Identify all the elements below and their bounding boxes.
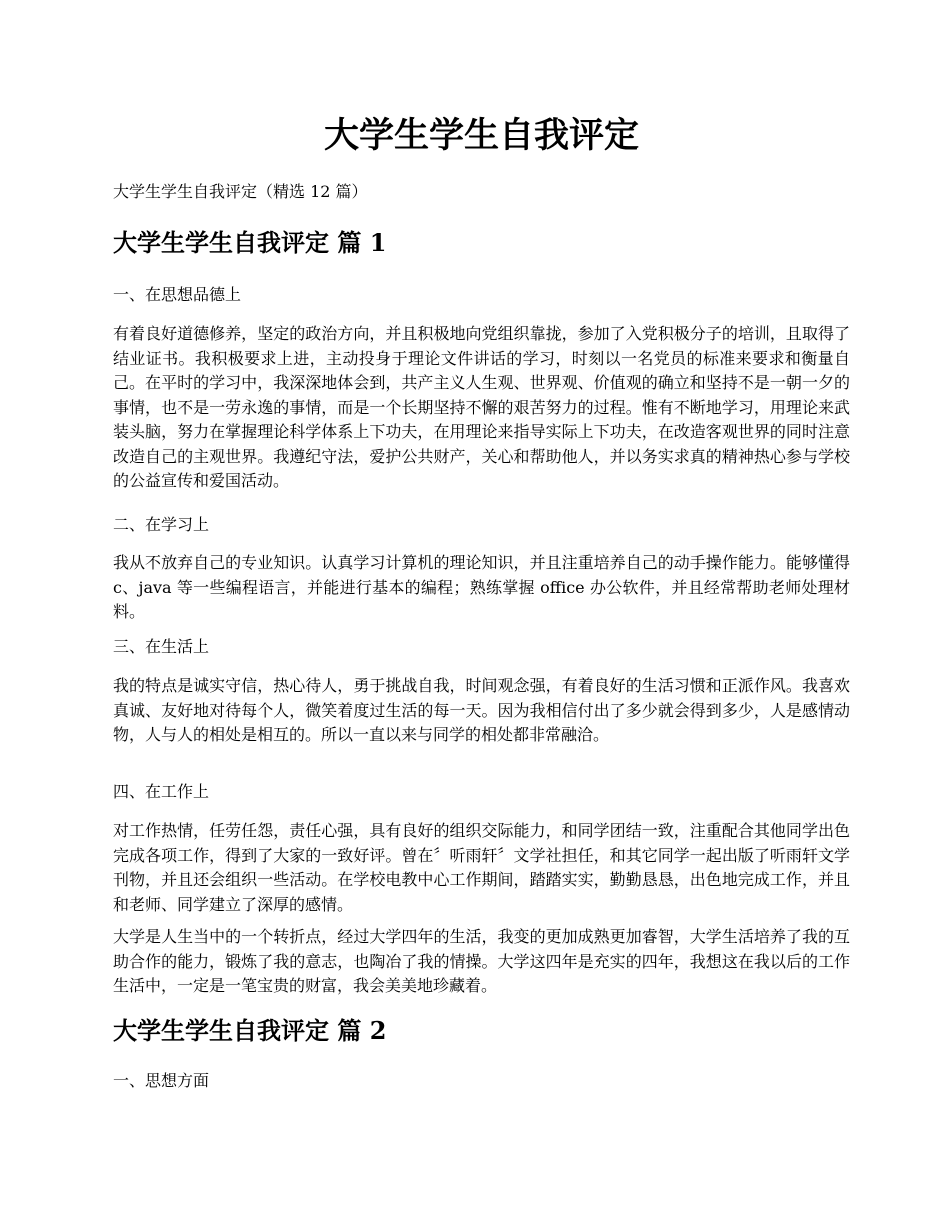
section-1-sub-heading-4: 四、在工作上 [113,782,210,801]
section-1-paragraph-1: 有着良好道德修养，坚定的政治方向，并且积极地向党组织靠拢，参加了入党积极分子的培训，且取得了结业证书。我积极要求上进，主动投身于理论文件讲话的学习，时刻以一名党员的标准来要求和衡量自己。在平时的学习中，我深深地体会到，共产主义人生观、世界观、价值观的确立和坚持不是一朝一夕的事情，也不是一劳永逸的事情，而是一个长期坚持不懈的艰苦努力的过程。惟有不断地学习，用理论来武装头脑，努力在掌握理论科学体系上下功夫，在用理论来指导实际上下功夫，在改造客观世界的同时注意改造自己的主观世界。我遵纪守法，爱护公共财产，关心和帮助他人，并以务实求真的精神热心参与学校的公益宣传和爱国活动。 [113,324,850,490]
section-1-sub-heading-1: 一、在思想品德上 [113,285,242,304]
section-2-sub-heading-1: 一、思想方面 [113,1071,210,1090]
section-1-heading: 大学生学生自我评定 篇 1 [113,228,387,257]
document-title: 大学生学生自我评定 [323,115,639,156]
section-1-paragraph-5: 大学是人生当中的一个转折点，经过大学四年的生活，我变的更加成熟更加睿智，大学生活培养了我的互助合作的能力，锻炼了我的意志，也陶冶了我的情操。大学这四年是充实的四年，我想这在我以后的工作生活中，一定是一笔宝贵的财富，我会美美地珍藏着。 [113,927,850,995]
section-1-paragraph-4: 对工作热情，任劳任怨，责任心强，具有良好的组织交际能力，和同学团结一致，注重配合其他同学出色完成各项工作，得到了大家的一致好评。曾在〞听雨轩〞文学社担任，和其它同学一起出版了听雨轩文学刊物，并且还会组织一些活动。在学校电教中心工作期间，踏踏实实，勤勤恳恳，出色地完成工作，并且和老师、同学建立了深厚的感情。 [113,821,850,914]
section-1-paragraph-2: 我从不放弃自己的专业知识。认真学习计算机的理论知识，并且注重培养自己的动手操作能力。能够懂得 c、java 等一些编程语言，并能进行基本的编程；熟练掌握 office 办公软件，并且经常帮助老师处理材料。 [113,553,850,621]
section-1-sub-heading-2: 二、在学习上 [113,515,210,534]
section-1-paragraph-3: 我的特点是诚实守信，热心待人，勇于挑战自我，时间观念强，有着良好的生活习惯和正派作风。我喜欢真诚、友好地对待每个人，微笑着度过生活的每一天。因为我相信付出了多少就会得到多少，人是感情动物，人与人的相处是相互的。所以一直以来与同学的相处都非常融洽。 [113,676,850,744]
document-subtitle: 大学生学生自我评定（精选 12 篇） [113,182,368,201]
section-2-heading: 大学生学生自我评定 篇 2 [113,1016,387,1045]
section-1-sub-heading-3: 三、在生活上 [113,637,210,656]
